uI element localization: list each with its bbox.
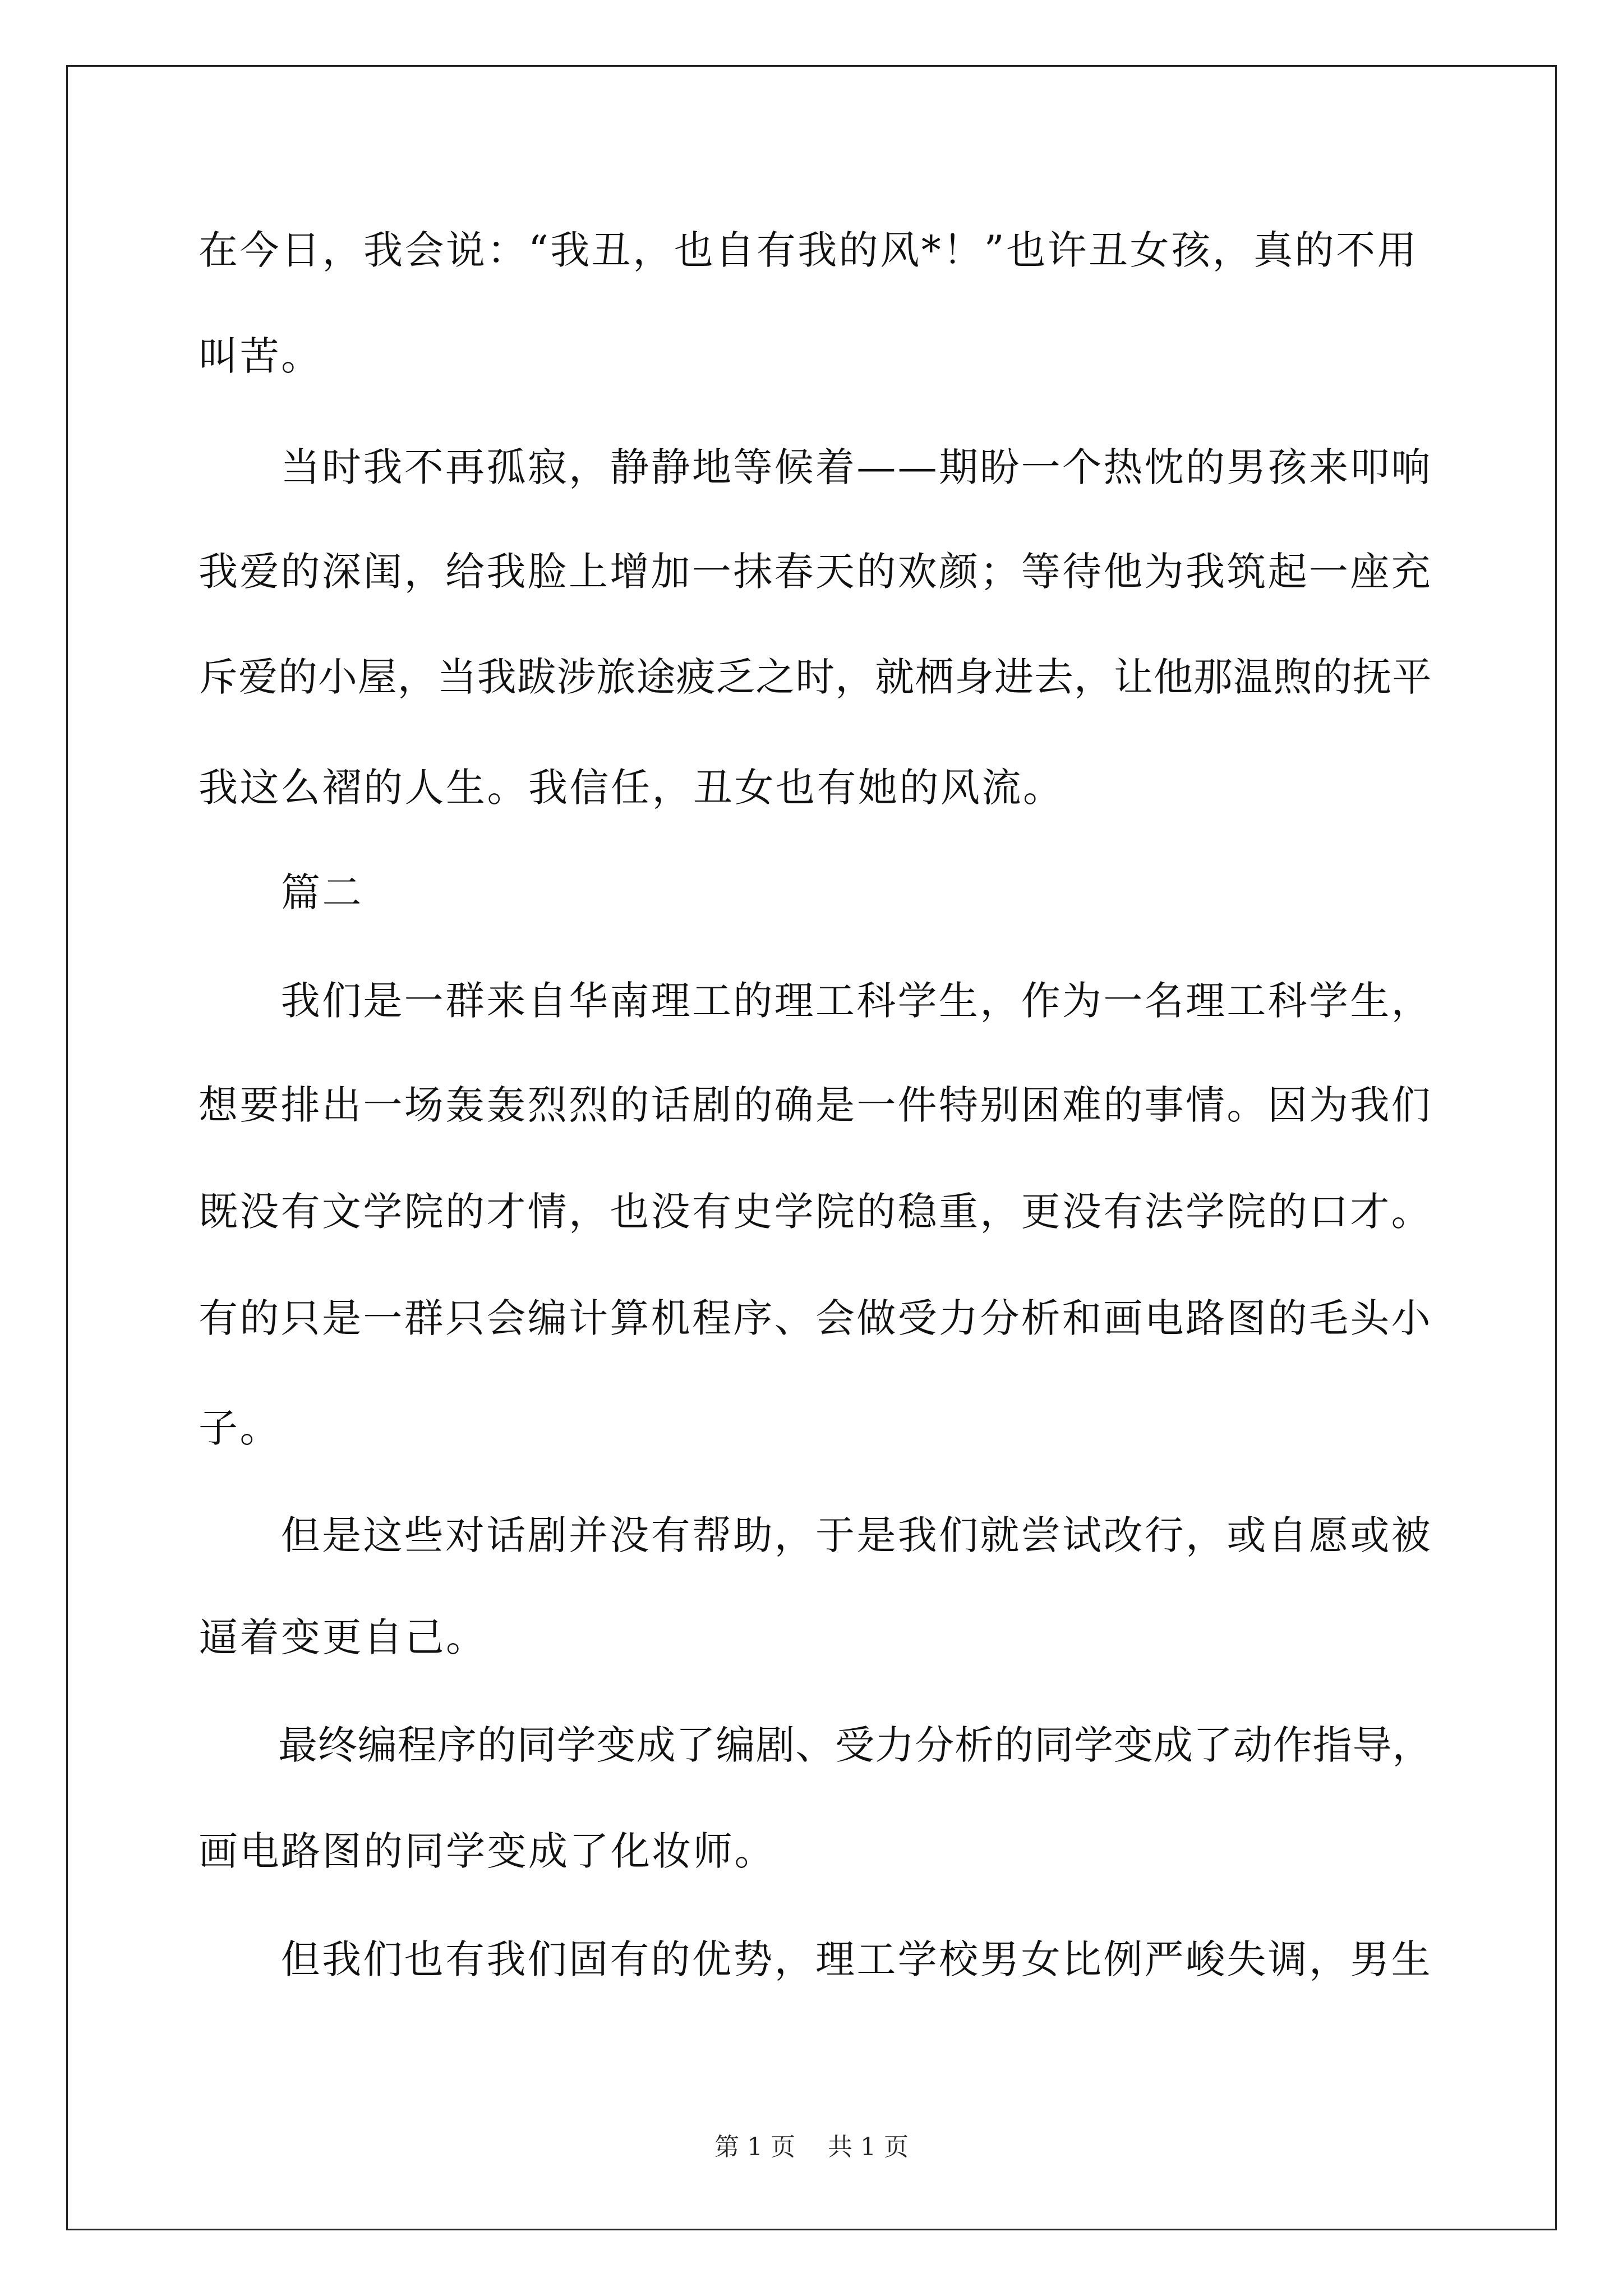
text-line-14: 逼着变更自己。 — [199, 1614, 487, 1660]
text-line-10: 既没有文学院的才情，也没有史学院的稳重，更没有法学院的口才。 — [199, 1189, 1432, 1235]
text-line-1: 在今日，我会说：“我丑，也自有我的风*！”也许丑女孩，真的不用 — [199, 227, 1419, 273]
text-line-3: 当时我不再孤寂，静静地等候着——期盼一个热忱的男孩来叩响 — [199, 444, 1432, 490]
text-line-16: 画电路图的同学变成了化妆师。 — [199, 1828, 776, 1874]
page-footer: 第 1 页 共 1 页 — [714, 2133, 909, 2161]
text-line-11: 有的只是一群只会编计算机程序、会做受力分析和画电路图的毛头小 — [199, 1295, 1432, 1341]
text-line-4: 我爱的深闺，给我脸上增加一抹春天的欢颜；等待他为我筑起一座充 — [199, 549, 1432, 595]
text-line-5: 斥爱的小屋，当我跋涉旅途疲乏之时，就栖身进去，让他那温煦的抚平 — [199, 654, 1432, 700]
page-border — [66, 65, 1557, 2230]
text-line-7: 篇二 — [199, 869, 363, 915]
text-line-9: 想要排出一场轰轰烈烈的话剧的确是一件特别困难的事情。因为我们 — [199, 1082, 1432, 1128]
text-line-13: 但是这些对话剧并没有帮助，于是我们就尝试改行，或自愿或被 — [199, 1512, 1432, 1558]
text-line-12: 子。 — [199, 1405, 281, 1451]
text-line-2: 叫苦。 — [199, 333, 322, 379]
text-line-8: 我们是一群来自华南理工的理工科学生，作为一名理工科学生， — [199, 978, 1432, 1024]
text-line-6: 我这么褶的人生。我信任，丑女也有她的风流。 — [199, 765, 1064, 811]
text-line-17: 但我们也有我们固有的优势，理工学校男女比例严峻失调，男生 — [199, 1936, 1432, 1982]
text-line-15: 最终编程序的同学变成了编剧、受力分析的同学变成了动作指导， — [199, 1722, 1432, 1768]
